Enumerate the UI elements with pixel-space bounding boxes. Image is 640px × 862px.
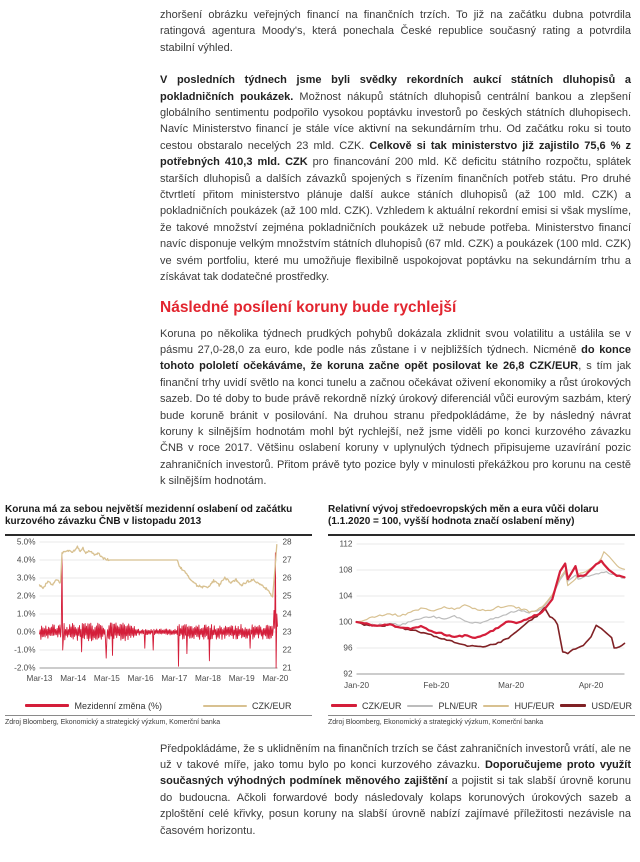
cee-currencies-plot (328, 536, 635, 700)
svg-text:3.0%: 3.0% (16, 573, 36, 583)
legend-item (203, 701, 292, 711)
legend-swatch (407, 705, 433, 707)
svg-text:Mar-17: Mar-17 (161, 673, 188, 683)
chart-cee-currencies (328, 504, 635, 726)
svg-text:21: 21 (282, 663, 292, 673)
legend-label: USD/EUR (591, 700, 632, 711)
legend-label: PLN/EUR (438, 700, 478, 711)
svg-text:28: 28 (282, 537, 292, 547)
svg-text:96: 96 (343, 643, 353, 653)
svg-text:Mar-13: Mar-13 (26, 673, 53, 683)
chart-legend-left (5, 701, 312, 711)
text-column-bottom (160, 741, 631, 839)
legend-swatch (560, 704, 586, 707)
paragraph-bond-auctions: V posledních týdnech jsme byli svědky rekordních aukcí státních dluhopisů a pokladničních poukázek. Možnost nákupů státních dluhopisů centrální bankou a zlepšení globálního sentimentu podpořilo vysokou poptávku investorů po českých státních dluhopisech. Navíc Ministerstvo financí je stále více aktivní na sekundárním trhu. Od začátku roku si touto cestou obstaralo necelých 23 mld. CZK. Celkově si tak ministerstvo již zajistilo 75,6 % z potřebných 410,3 mld. CZK pro financování 200 mld. Kč deficitu státního rozpočtu, splátek starších dluhopisů a dalších závazků spojených s řízením finančních potřeb státu. Pro druhé čtvrtletí přitom ministerstvo plánuje další aukce stáních dluhopisů (až 100 mld. CZK) a pokladničních poukázek (až 100 mld. CZK). Vzhledem k aktuální rekordní emisi si však myslíme, že takové množství zejména pokladničních poukázek už nebude potřeba. Ministerstvo financí navíc disponuje velkým množstvím státních dluhopisů (67 mld. CZK) a poukázek (100 mld. CZK) ve svém portfoliu, které mu umožňuje flexibilně uspokojovat poptávku na sekundárním trhu a získávat tak dodatečné prostředky. (160, 74, 632, 284)
charts-row (5, 504, 635, 726)
legend-label: HUF/EUR (514, 700, 555, 711)
paragraph-hedging-recommendation: Předpokládáme, že s uklidněním na finančních trzích se část zahraničních investorů vrátí, ale ne už v takové míře, jako tomu bylo po konci kurzového závazku. Doporučujeme proto využít současných výhodných podmínek měnového zajištění a pojistit si tak slabší úrovně korunu do budoucna. Ačkoli forwardové body následovaly kolaps korunových úrokových sazeb a zploštění celé křivky, posun koruny na slabší úrovně nabízí zajímavé příležitosti nezávisle na časovém horizontu. (160, 742, 631, 837)
chart-title-right (328, 504, 635, 536)
legend-item (331, 701, 402, 711)
chart-title-left: Koruna má za sebou největší mezidenní oslabení od začátku kurzového závazku ČNB v listopadu 2013 (5, 504, 312, 536)
svg-text:-2.0%: -2.0% (14, 663, 36, 673)
svg-text:0.0%: 0.0% (16, 627, 36, 637)
paragraph-public-finances: zhoršení obrázku veřejných financí na finančních trzích. To již na začátku dubna potvrdila ratingová agentura Moody's, která ponechala České republice současný rating a potvrdila stabilní výhled. (160, 9, 631, 54)
svg-text:26: 26 (282, 573, 292, 583)
chart-source-left: Zdroj Bloomberg, Ekonomický a strategický výzkum, Komerční banka (5, 715, 312, 726)
svg-text:104: 104 (338, 591, 353, 601)
svg-text:Jan-20: Jan-20 (343, 680, 370, 690)
svg-text:Mar-20: Mar-20 (262, 673, 289, 683)
svg-text:Mar-20: Mar-20 (498, 680, 525, 690)
svg-text:1.0%: 1.0% (16, 609, 36, 619)
svg-text:92: 92 (343, 669, 353, 679)
svg-text:112: 112 (339, 539, 353, 549)
svg-text:Mar-18: Mar-18 (195, 673, 221, 683)
legend-item (483, 701, 554, 711)
svg-text:Feb-20: Feb-20 (423, 680, 450, 690)
svg-text:100: 100 (338, 617, 353, 627)
svg-text:25: 25 (282, 591, 292, 601)
paragraph-koruna-outlook: Koruna po několika týdnech prudkých pohybů dokázala zklidnit svou volatilitu a ustálila se v pásmu 27,0-28,0 za euro, kde podle nás zůstane i v nejbližších týdnech. Nicméně do konce tohoto pololetí očekáváme, že koruna začne opět posilovat ke 26,8 CZK/EUR, s tím jak finanční trhy uvidí světlo na konci tunelu a začnou očekávat oživení ekonomiky a růst úrokových sazeb. Do té doby to bude právě rekordně nízký úrokový diferenciál vůči eurovým sazbám, který bude koruně bránit v posilování. Na druhou stranu předpokládáme, že by následný návrat koruny k silnějším hodnotám mohl být rychlejší, než jsme viděli po konci kurzového závazku ČNB v roce 2017. Většinu oslabení koruny v uplynulých týdnech připisujeme uzavírání pozic zahraničních investorů. Přitom právě tyto pozice byly v minulosti překážkou pro korunu na cestě k silnějším hodnotám. (160, 327, 631, 488)
svg-text:27: 27 (282, 555, 292, 565)
legend-item (407, 701, 477, 711)
svg-text:5.0%: 5.0% (16, 537, 36, 547)
svg-text:Mar-16: Mar-16 (127, 673, 154, 683)
svg-text:Mar-14: Mar-14 (60, 673, 87, 683)
text-column (160, 7, 631, 490)
section-heading: Následné posílení koruny bude rychlejší (160, 298, 457, 316)
chart-legend-right (328, 701, 635, 711)
koruna-daily-change-plot (5, 536, 312, 700)
chart-title-right-line1: Relativní vývoj středoevropských měn a eura vůči dolaru (328, 503, 599, 515)
legend-swatch (483, 705, 509, 707)
chart-title-right-line2: (1.1.2020 = 100, vyšší hodnota značí oslabení měny) (328, 516, 575, 528)
svg-text:23: 23 (282, 627, 292, 637)
svg-text:Mar-15: Mar-15 (93, 673, 120, 683)
svg-text:4.0%: 4.0% (16, 555, 36, 565)
svg-text:22: 22 (282, 645, 292, 655)
legend-item (560, 701, 632, 711)
svg-text:108: 108 (338, 565, 353, 575)
svg-text:2.0%: 2.0% (16, 591, 36, 601)
svg-text:24: 24 (282, 609, 292, 619)
chart-koruna-daily-change (5, 504, 312, 726)
chart-source-right: Zdroj Bloomberg, Ekonomický a strategický výzkum, Komerční banka (328, 715, 635, 726)
legend-label: CZK/EUR (252, 700, 292, 711)
svg-text:Apr-20: Apr-20 (578, 680, 604, 690)
svg-text:Mar-19: Mar-19 (228, 673, 255, 683)
legend-label: Mezidenní změna (%) (74, 700, 163, 711)
legend-swatch (331, 704, 357, 707)
legend-label: CZK/EUR (361, 700, 402, 711)
svg-text:-1.0%: -1.0% (14, 645, 36, 655)
legend-swatch (25, 704, 69, 707)
legend-item (25, 701, 162, 711)
legend-swatch (203, 705, 247, 707)
